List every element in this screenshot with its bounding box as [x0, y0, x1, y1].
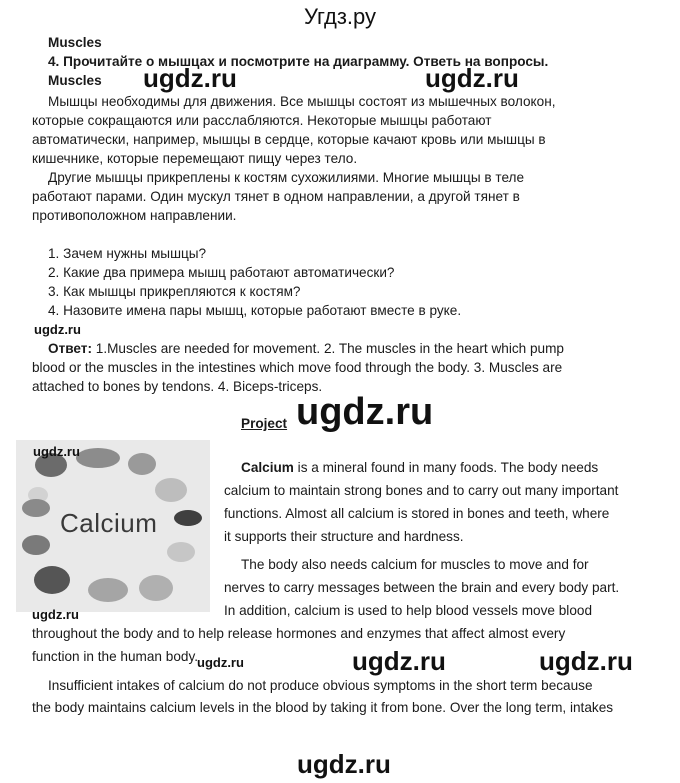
almonds-icon: [88, 578, 128, 602]
paragraph1-line: автоматически, например, мышцы в сердце, которые качают кровь или мышцы в: [32, 132, 546, 147]
beans-icon: [22, 499, 50, 517]
lentils-icon: [22, 535, 50, 555]
calcium-p2-line: nerves to carry messages between the brain and every body part.: [224, 580, 620, 595]
watermark: ugdz.ru: [197, 655, 244, 670]
fish-icon: [76, 448, 120, 468]
task-instruction: 4. Прочитайте о мышцах и посмотрите на диаграмму. Ответь на вопросы.: [48, 54, 549, 69]
paragraph1-line: Мышцы необходимы для движения. Все мышцы состоят из мышечных волокон,: [48, 94, 556, 109]
calcium-p3-line: the body maintains calcium levels in the blood by taking it from bone. Over the long term, intakes: [32, 700, 614, 715]
answer-line: [48, 339, 564, 358]
watermark: ugdz.ru: [297, 749, 391, 779]
calcium-p1-rest: is a mineral found in many foods. The body needs: [293, 460, 599, 475]
calcium-p2-line: The body also needs calcium for muscles to move and for: [241, 557, 589, 572]
cheese-icon: [155, 478, 187, 502]
project-label: Project: [241, 416, 288, 431]
section-heading: Muscles: [48, 35, 102, 50]
watermark: ugdz.ru: [32, 607, 79, 622]
watermark: ugdz.ru: [425, 63, 519, 93]
paragraph2-line: противоположном направлении.: [32, 208, 237, 223]
calcium-p1-line: functions. Almost all calcium is stored in bones and teeth, where: [224, 506, 610, 521]
answer-line: attached to bones by tendons. 4. Biceps-triceps.: [32, 379, 323, 394]
answer-label: Ответ:: [48, 341, 92, 356]
calcium-p1-line: [241, 458, 598, 477]
calcium-p1-line: it supports their structure and hardness.: [224, 529, 464, 544]
broccoli-icon: [34, 566, 70, 594]
calcium-term: Calcium: [241, 460, 294, 475]
answer-line: blood or the muscles in the intestines which move food through the body. 3. Muscles are: [32, 360, 563, 375]
watermark: ugdz.ru: [143, 63, 237, 93]
calcium-p2-line: throughout the body and to help release hormones and enzymes that affect almost every: [32, 626, 566, 641]
calcium-p1-line: calcium to maintain strong bones and to carry out many important: [224, 483, 619, 498]
paragraph1-line: которые сокращаются или расслабляются. Некоторые мышцы работают: [32, 113, 492, 128]
text-subheading: Muscles: [48, 73, 102, 88]
calcium-p2-line: function in the human body.: [32, 649, 199, 664]
calcium-p3-line: Insufficient intakes of calcium do not produce obvious symptoms in the short term because: [48, 678, 593, 693]
question-item: 2. Какие два примера мышц работают автоматически?: [48, 265, 395, 280]
bread-icon: [128, 453, 156, 475]
calcium-p2-line: In addition, calcium is used to help blood vessels move blood: [224, 603, 593, 618]
paragraph2-line: Другие мышцы прикреплены к костям сухожилиями. Многие мышцы в теле: [48, 170, 525, 185]
watermark: ugdz.ru: [33, 444, 80, 459]
watermark: ugdz.ru: [296, 391, 434, 433]
calcium-foods-image: [16, 440, 210, 612]
paragraph2-line: работают парами. Один мускул тянет в одном направлении, а другой тянет в: [32, 189, 520, 204]
watermark: ugdz.ru: [34, 322, 81, 337]
site-title: Угдз.ру: [303, 4, 377, 29]
calcium-image-caption: Calcium: [60, 508, 158, 538]
watermark: ugdz.ru: [539, 646, 633, 676]
answer-text: 1.Muscles are needed for movement. 2. The muscles in the heart which pump: [91, 341, 564, 356]
question-item: 3. Как мышцы прикрепляются к костям?: [48, 284, 301, 299]
paragraph1-line: кишечнике, которые перемещают пищу через тело.: [32, 151, 358, 166]
question-item: 1. Зачем нужны мышцы?: [48, 246, 207, 261]
question-item: 4. Назовите имена пары мышц, которые работают вместе в руке.: [48, 303, 462, 318]
spinach-icon: [174, 510, 202, 526]
cabbage-icon: [139, 575, 173, 601]
tofu-icon: [167, 542, 195, 562]
watermark: ugdz.ru: [352, 646, 446, 676]
